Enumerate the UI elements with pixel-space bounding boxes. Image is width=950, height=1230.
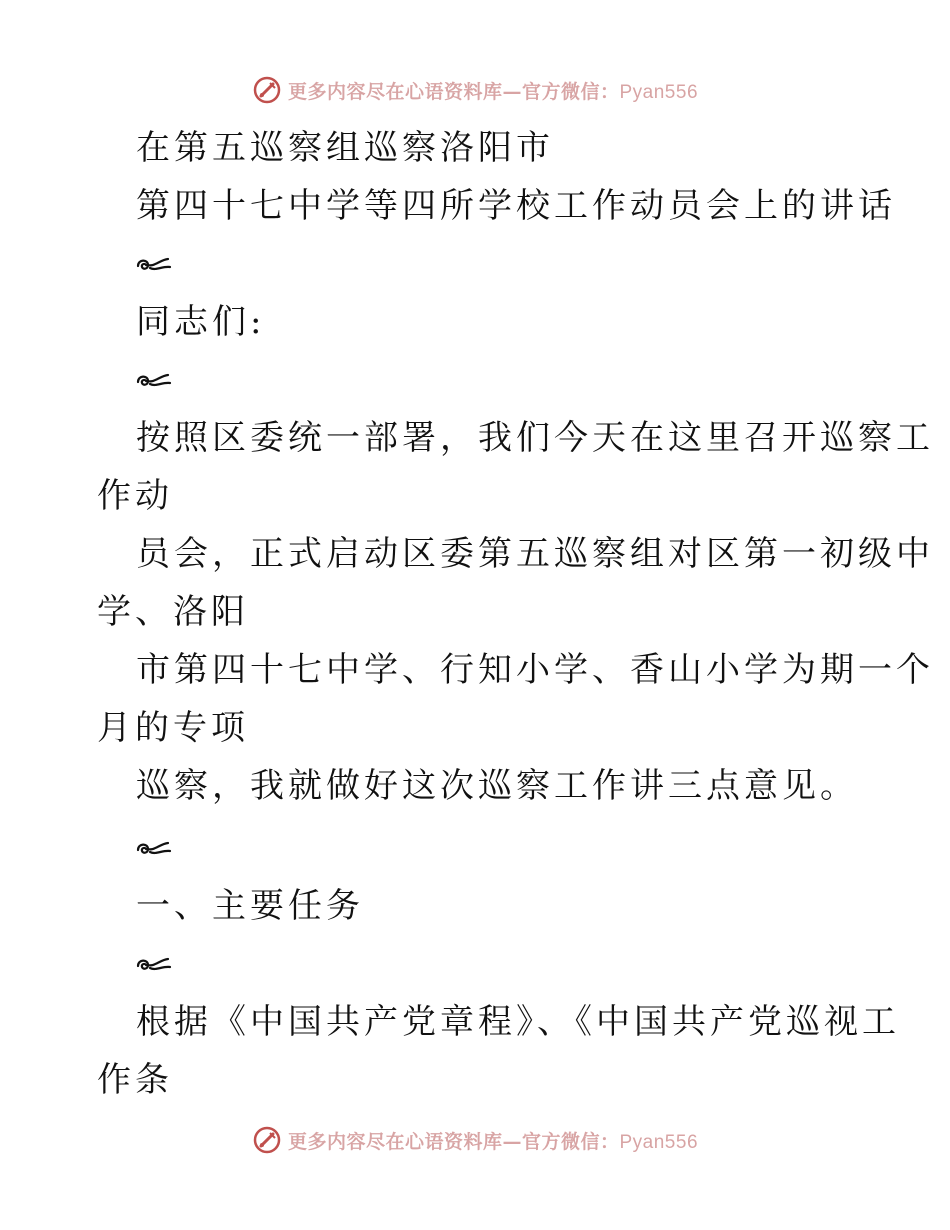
paragraph-1-line-5: 市第四十七中学、行知小学、香山小学为期一个: [136, 650, 934, 690]
pen-logo-icon: [252, 75, 282, 105]
watermark-footer: [0, 1120, 950, 1160]
salutation: 同志们:: [136, 302, 266, 342]
paragraph-1-line-6: 月的专项: [97, 708, 249, 748]
scroll-flourish-icon: [134, 838, 174, 858]
paragraph-1-line-4: 学、洛阳: [97, 592, 249, 632]
watermark-header: [0, 70, 950, 110]
paragraph-1-line-3: 员会，正式启动区委第五巡察组对区第一初级中: [136, 534, 934, 574]
paragraph-1-line-1: 按照区委统一部署，我们今天在这里召开巡察工: [136, 418, 934, 458]
paragraph-2-line-2: 作条: [97, 1060, 173, 1100]
watermark-text: 更多内容尽在心语资料库—官方微信：Pyan556: [287, 80, 699, 103]
scroll-flourish-icon: [134, 254, 174, 274]
paragraph-2-line-1: 根据《中国共产党章程》、《中国共产党巡视工: [136, 1002, 900, 1042]
title-line-1: 在第五巡察组巡察洛阳市: [136, 128, 554, 168]
scroll-flourish-icon: [134, 954, 174, 974]
paragraph-1-line-2: 作动: [97, 476, 173, 516]
section-heading-1: 一、主要任务: [136, 886, 364, 926]
pen-logo-icon: [252, 1125, 282, 1155]
title-line-2: 第四十七中学等四所学校工作动员会上的讲话: [136, 186, 896, 226]
scroll-flourish-icon: [134, 370, 174, 390]
watermark-text: 更多内容尽在心语资料库—官方微信：Pyan556: [287, 1130, 699, 1153]
paragraph-1-line-7: 巡察，我就做好这次巡察工作讲三点意见。: [136, 766, 858, 806]
